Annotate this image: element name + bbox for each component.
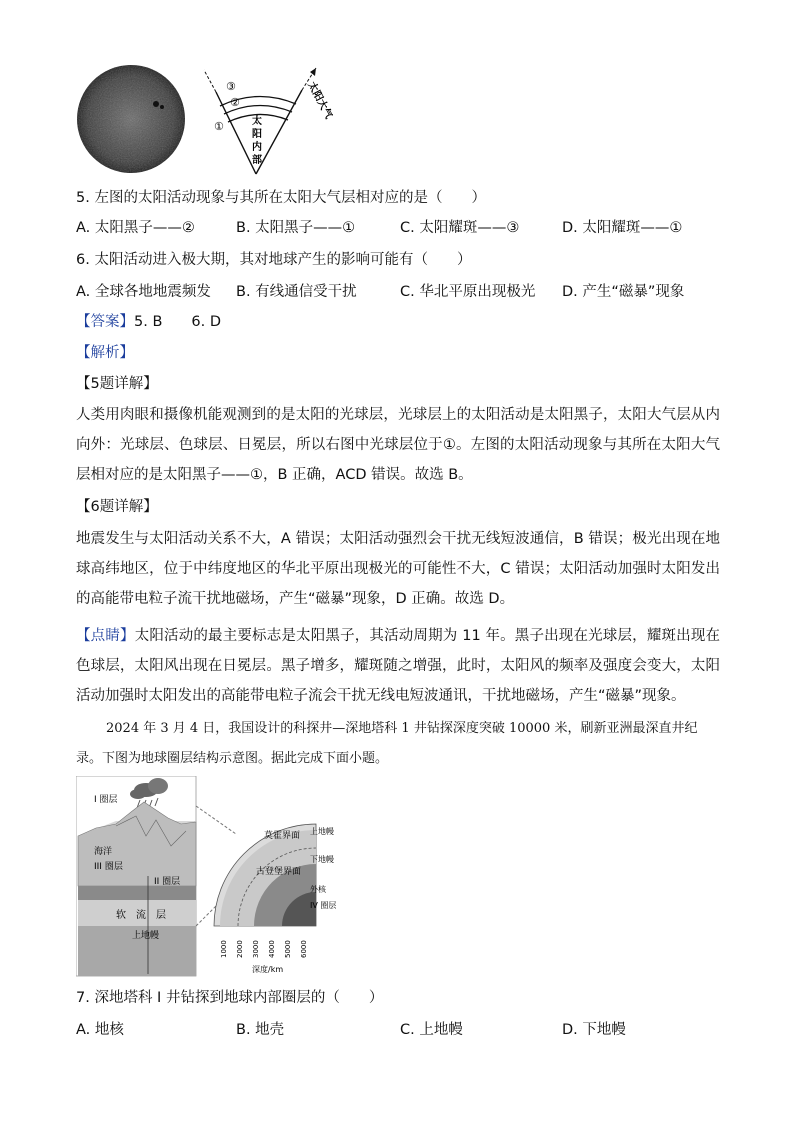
q5-option-c[interactable]: C. 太阳耀斑——③: [400, 220, 520, 236]
q7-option-c[interactable]: C. 上地幔: [400, 1022, 463, 1038]
sun-structure-figure: [196, 62, 346, 180]
q6-option-c[interactable]: C. 华北平原出现极光: [400, 284, 536, 300]
layer-marker-3: ③: [226, 80, 236, 93]
detail5-label: 【5题详解】: [76, 376, 158, 392]
q6-option-b[interactable]: B. 有线通信受干扰: [236, 284, 357, 300]
q7-option-b[interactable]: B. 地壳: [236, 1022, 285, 1038]
q7-option-d[interactable]: D. 下地幔: [562, 1022, 626, 1038]
answer-text: 5. B 6. D: [134, 314, 221, 330]
sun-atmosphere-label: [305, 79, 336, 121]
q5-option-a[interactable]: A. 太阳黑子——②: [76, 220, 195, 236]
svg-text:2000: 2000: [236, 940, 244, 958]
answer-label: 【答案】: [76, 314, 134, 330]
q5-stem: 5. 左图的太阳活动现象与其所在太阳大气层相对应的是（ ）: [76, 190, 486, 206]
label-lower-mantle: 下地幔: [310, 855, 334, 864]
label-upper-mantle-left: 上地幔: [132, 931, 160, 941]
svg-text:部: 部: [252, 155, 262, 166]
label-moho: 莫霍界面: [264, 831, 301, 841]
svg-text:太阳大气: 太阳大气: [305, 80, 334, 121]
label-gutenberg: 古登堡界面: [256, 867, 302, 877]
q5-option-b[interactable]: B. 太阳黑子——①: [236, 220, 356, 236]
sunspot: [153, 101, 159, 107]
tip-paragraph: [76, 621, 720, 711]
label-layer-iii: III 圈层: [94, 862, 123, 872]
detail6-label: 【6题详解】: [76, 499, 158, 515]
q6-option-a[interactable]: A. 全球各地地震频发: [76, 284, 211, 300]
detail6-text: 地震发生与太阳活动关系不大，A 错误；太阳活动强烈会干扰无线短波通信，B 错误；极光出现在地球高纬地区，位于中纬度地区的华北平原出现极光的可能性不大，C 错误；太阳活动加强时太阳发出的高能带电粒子流干扰地磁场，产生“磁暴”现象，D 正确。故选 D。: [76, 531, 720, 607]
passage-text: 2024 年 3 月 4 日，我国设计的科探井—深地塔科 1 井钻探深度突破 10000 米，刷新亚洲最深直井纪录。下图为地球圈层结构示意图。据此完成下面小题。: [76, 721, 698, 766]
depth-axis: [220, 940, 308, 958]
svg-text:1000: 1000: [220, 940, 228, 958]
label-upper-mantle-right: 上地幔: [310, 827, 334, 836]
svg-text:阳: 阳: [252, 129, 262, 140]
svg-text:太: 太: [252, 116, 262, 127]
svg-text:5000: 5000: [284, 940, 292, 958]
label-outer-core: 外核: [310, 885, 326, 894]
label-layer-i: I 圈层: [94, 795, 118, 805]
tip-text: 太阳活动的最主要标志是太阳黑子，其活动周期为 11 年。黑子出现在光球层，耀斑出现在色球层，太阳风出现在日冕层。黑子增多，耀斑随之增强，此时，太阳风的频率及强度会变大，太阳活动加强时太阳发出的高能带电粒子流会干扰无线电短波通讯，干扰地磁场，产生“磁暴”现象。: [76, 628, 720, 704]
earth-layers-figure: [76, 776, 356, 978]
sun-photo-figure: [76, 64, 186, 174]
answer-line: [76, 312, 221, 332]
q7-option-a[interactable]: A. 地核: [76, 1022, 124, 1038]
svg-text:内: 内: [252, 142, 262, 153]
q7-stem: 7. 深地塔科 I 井钻探到地球内部圈层的（ ）: [76, 990, 384, 1006]
q6-stem: 6. 太阳活动进入极大期，其对地球产生的影响可能有（ ）: [76, 252, 472, 268]
detail5-text: 人类用肉眼和摄像机能观测到的是太阳的光球层，光球层上的太阳活动是太阳黑子，太阳大气层从内向外：光球层、色球层、日冕层，所以右图中光球层位于①。左图的太阳活动现象与其所在太阳大气层相对应的是太阳黑子——①，B 正确，ACD 错误。故选 B。: [76, 407, 720, 483]
svg-text:4000: 4000: [268, 940, 276, 958]
label-layer-ii: II 圈层: [154, 877, 181, 887]
sun-interior-label: [252, 114, 262, 166]
svg-text:6000: 6000: [300, 940, 308, 958]
layer-marker-1: ①: [214, 120, 224, 133]
q6-option-d[interactable]: D. 产生“磁暴”现象: [562, 284, 685, 300]
analysis-label: 【解析】: [76, 345, 134, 361]
svg-text:3000: 3000: [252, 940, 260, 958]
label-layer-iv: IV 圈层: [310, 901, 337, 910]
layer-marker-2: ②: [230, 96, 240, 109]
q5-option-d[interactable]: D. 太阳耀斑——①: [562, 220, 683, 236]
tip-label: 【点睛】: [76, 628, 135, 644]
label-ocean: 海洋: [94, 847, 113, 857]
label-asthenosphere: 软 流 层: [116, 910, 166, 921]
depth-label: 深度/km: [252, 965, 284, 974]
